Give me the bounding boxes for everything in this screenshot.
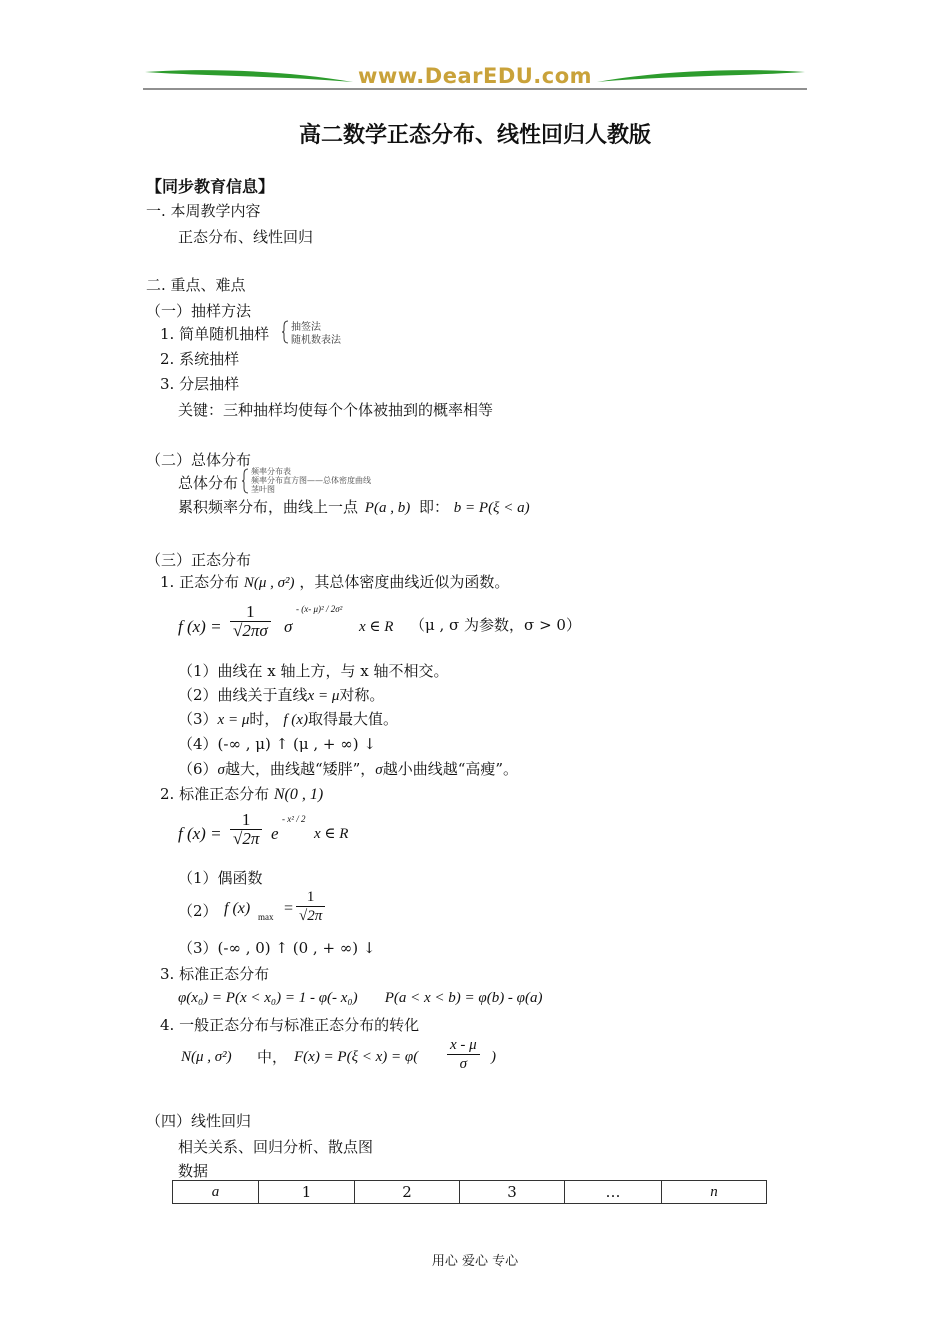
property-6-sigma-1: σ <box>217 762 225 778</box>
sampling-key: 关键：三种抽样均使每个个体被抽到的概率相等 <box>178 401 494 419</box>
sampling-item-3: 3. 分层抽样 <box>160 375 240 393</box>
std-numerator: 1 <box>230 811 262 830</box>
property-6-sigma-2: σ <box>375 762 383 778</box>
property-6 <box>178 760 518 779</box>
sampling-item-2: 2. 系统抽样 <box>160 350 240 368</box>
conversion-F: F(x) = P(ξ < x) = φ( <box>294 1049 419 1065</box>
regression-heading: （四）线性回归 <box>146 1112 252 1130</box>
cdf-formulas <box>178 987 542 1007</box>
population-option-1: 频率分布表 <box>251 467 291 476</box>
conversion-fraction <box>447 1036 480 1073</box>
table-cell: n <box>662 1181 767 1204</box>
sampling-option-lottery: 抽签法 <box>291 322 321 333</box>
section-two-heading: 二. 重点、难点 <box>146 276 246 294</box>
sync-heading: 【同步教育信息】 <box>146 177 275 196</box>
density-numerator: 1 <box>230 603 271 622</box>
normal-item-3: 3. 标准正态分布 <box>160 965 270 983</box>
std-denominator: √2π <box>233 829 260 848</box>
header-banner <box>143 62 807 92</box>
std-property-2-label: （2） <box>178 902 218 920</box>
conversion-close: ) <box>491 1049 496 1065</box>
cumulative-ji: 即： <box>418 498 449 516</box>
population-label: 总体分布 <box>178 474 239 492</box>
property-4: （4）(-∞ , μ) ↑ (μ , + ∞) ↓ <box>178 735 376 753</box>
std-property-2-denominator: √2π <box>299 908 323 924</box>
std-lhs: f (x) = <box>178 824 222 843</box>
section-one-heading: 一. 本周教学内容 <box>146 202 261 220</box>
property-2 <box>178 686 384 705</box>
density-domain: x ∈ R <box>359 619 394 635</box>
normal-item-4: 4. 一般正态分布与标准正态分布的转化 <box>160 1016 420 1034</box>
cumulative-line <box>178 498 530 517</box>
conversion-numerator: x - μ <box>447 1036 480 1055</box>
cumulative-point: P(a , b) <box>364 500 411 516</box>
conversion-zhong: 中， <box>257 1048 288 1066</box>
sampling-option-random-table: 随机数表法 <box>291 335 341 346</box>
population-heading: （二）总体分布 <box>146 451 252 469</box>
normal-item-1 <box>160 573 509 592</box>
std-property-2-fraction <box>296 888 325 925</box>
normal-item-2-notation: N(0 , 1) <box>273 786 324 803</box>
brace-icon <box>241 468 249 494</box>
cdf-formula-2: P(a < x < b) = φ(b) - φ(a) <box>384 990 543 1006</box>
regression-line-2: 数据 <box>178 1162 209 1180</box>
std-exponent: - x² / 2 <box>282 814 306 824</box>
property-3-func: f (x) <box>283 712 308 728</box>
table-cell: 3 <box>460 1181 565 1204</box>
std-property-2-eq: = <box>284 900 294 917</box>
table-cell: … <box>565 1181 662 1204</box>
regression-line-1: 相关关系、回归分析、散点图 <box>178 1138 374 1156</box>
std-property-2-numerator: 1 <box>296 888 325 907</box>
density-fraction <box>230 603 271 640</box>
property-6-label: （6） <box>178 760 218 778</box>
section-one-content: 正态分布、线性回归 <box>178 228 314 246</box>
cumulative-formula: b = P(ξ < a) <box>453 500 530 516</box>
normal-item-1-prefix: 1. 正态分布 <box>160 573 240 591</box>
population-option-3: 茎叶图 <box>251 485 275 494</box>
normal-item-2-prefix: 2. 标准正态分布 <box>160 785 270 803</box>
std-property-1: （1）偶函数 <box>178 869 263 887</box>
normal-item-2 <box>160 785 323 804</box>
density-params: （μ , σ 为参数，σ > 0） <box>410 616 581 634</box>
property-1: （1）曲线在 x 轴上方，与 x 轴不相交。 <box>178 662 449 680</box>
population-brace <box>241 468 249 498</box>
density-lhs: f (x) = <box>178 617 222 636</box>
density-exponent: - (x- μ)² / 2σ² <box>296 604 343 614</box>
sampling-brace <box>281 320 289 348</box>
std-domain: x ∈ R <box>314 826 349 842</box>
table-cell: 1 <box>259 1181 355 1204</box>
property-6-text-2: 越小曲线越“高瘦”。 <box>382 760 519 778</box>
sampling-item-1: 1. 简单随机抽样 <box>160 325 270 343</box>
density-base: σ <box>284 617 293 636</box>
property-2-end: 对称。 <box>339 686 385 704</box>
table-cell: 2 <box>355 1181 460 1204</box>
std-property-2-func: f (x) <box>224 900 251 917</box>
table-cell: a <box>173 1181 259 1204</box>
brace-icon <box>281 320 289 344</box>
property-3-label: （3） <box>178 710 218 728</box>
property-2-text: （2）曲线关于直线 <box>178 686 308 704</box>
std-fraction <box>230 811 262 848</box>
property-3-text: 时， <box>249 710 280 728</box>
std-property-2-sub: max <box>258 912 274 922</box>
property-6-text-1: 越大，曲线越“矮胖”， <box>224 760 376 778</box>
page-title: 高二数学正态分布、线性回归人教版 <box>298 122 651 148</box>
population-option-2: 频率分布直方图——总体密度曲线 <box>251 476 371 485</box>
table-row <box>173 1181 767 1204</box>
std-property-3: （3）(-∞ , 0) ↑ (0 , + ∞) ↓ <box>178 939 376 957</box>
page-footer: 用心 爱心 专心 <box>431 1254 519 1269</box>
normal-item-1-notation: N(μ , σ²) <box>243 575 295 591</box>
cumulative-text: 累积频率分布，曲线上一点 <box>178 498 359 516</box>
conversion-N: N(μ , σ²) <box>181 1049 232 1065</box>
sampling-heading: （一）抽样方法 <box>146 302 252 320</box>
cdf-formula-1: φ(x₀) = P(x < x₀) = 1 - φ(- x₀) <box>178 990 358 1006</box>
normal-heading: （三）正态分布 <box>146 551 252 569</box>
property-3-end: 取得最大值。 <box>307 710 398 728</box>
data-table <box>172 1180 767 1204</box>
density-denominator: √2πσ <box>233 621 268 640</box>
site-logo-text: www.DearEDU.com <box>357 64 593 88</box>
normal-item-1-suffix: ，其总体密度曲线近似为函数。 <box>299 573 510 591</box>
conversion-denominator: σ <box>459 1056 468 1072</box>
std-base: e <box>271 824 279 843</box>
property-2-formula: x = μ <box>307 688 340 704</box>
property-3 <box>178 710 398 729</box>
property-3-formula: x = μ <box>217 712 250 728</box>
